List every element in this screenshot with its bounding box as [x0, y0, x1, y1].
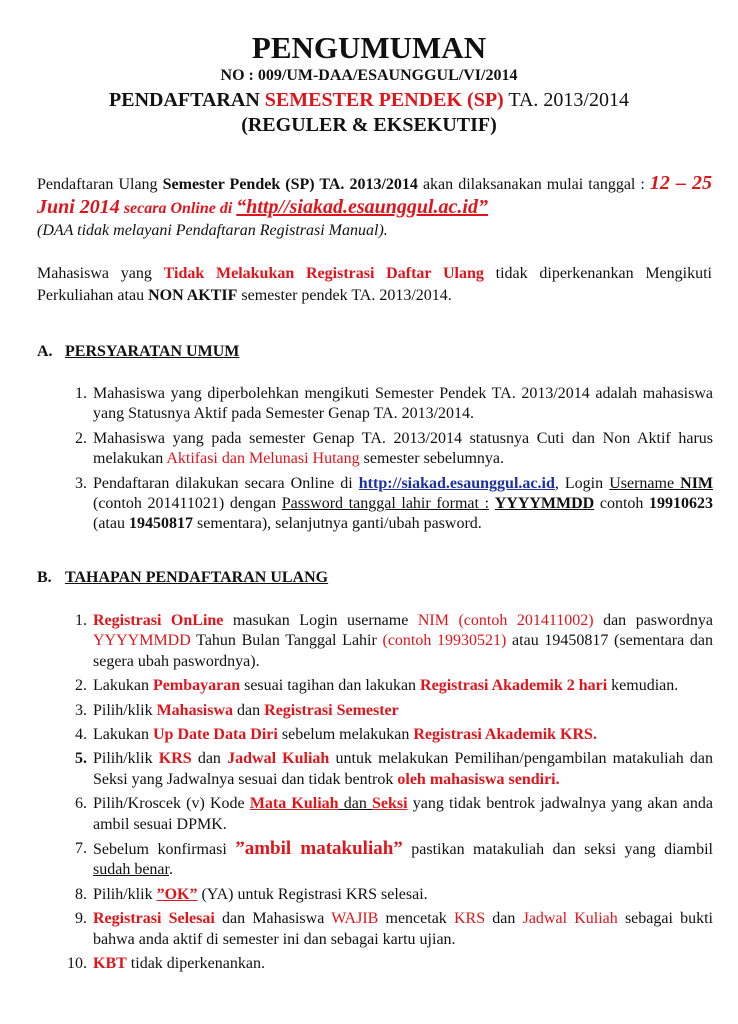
item-text: atau 19450817 (sementara dan segera ubah paswordnya).: [93, 632, 713, 670]
item-highlight: (contoh 19930521): [382, 632, 507, 650]
item-text: Lakukan: [93, 677, 153, 695]
item-text: dan: [191, 750, 228, 768]
item-text: Sebelum konfirmasi: [93, 841, 236, 859]
online-text: secara Online di: [119, 200, 237, 217]
intro-bold: Semester Pendek (SP) TA. 2013/2014: [162, 176, 418, 193]
item-highlight: Jadwal Kuliah: [227, 750, 330, 768]
item-highlight: YYYYMMDD: [93, 632, 191, 650]
subtitle-part-a: PENDAFTARAN: [109, 89, 265, 111]
item-text: pastikan matakuliah dan seksi yang diambil: [402, 841, 713, 859]
subtitle-highlight: SEMESTER PENDEK (SP): [264, 89, 504, 111]
item-highlight: WAJIB: [331, 910, 379, 928]
item-underline: sudah benar: [93, 861, 169, 879]
list-item: [65, 384, 713, 425]
page-title: PENGUMUMAN: [251, 30, 487, 65]
item-underline-bold: YYYYMMDD: [494, 495, 595, 513]
item-text: sesuai tagihan dan lakukan: [240, 677, 421, 695]
section-a-heading: [37, 343, 239, 361]
list-item: [65, 474, 713, 535]
warning-highlight: Tidak Melakukan Registrasi Daftar Ulang: [163, 265, 484, 282]
item-number: 6.: [75, 795, 87, 813]
item-text: dan paswordnya: [593, 612, 714, 629]
intro-text: akan dilaksanakan mulai tanggal :: [417, 176, 650, 193]
list-item: [65, 429, 713, 470]
item-highlight: oleh mahasiswa sendiri.: [397, 770, 560, 788]
item-text: yang tidak bentrok jadwalnya yang akan anda ambil sesuai DPMK.: [93, 795, 714, 833]
item-bold: 19450817: [128, 515, 193, 533]
list-item: [65, 794, 713, 835]
item-bold: 19910623: [649, 495, 714, 513]
subtitle-program: (REGULER & EKSEKUTIF): [241, 114, 497, 136]
item-text: Pendaftaran dilakukan secara Online di: [93, 474, 359, 492]
section-title: PERSYARATAN UMUM: [65, 343, 240, 360]
item-highlight: Pembayaran: [152, 677, 241, 695]
item-number: 5.: [75, 750, 87, 768]
warning-paragraph: [37, 263, 712, 307]
subtitle: [0, 88, 738, 112]
item-text: , Login: [554, 474, 610, 492]
item-number: 4.: [75, 726, 87, 744]
item-highlight: KRS: [453, 910, 486, 928]
list-item: [65, 909, 713, 950]
item-text: sebagai bukti bahwa anda aktif di semester ini dan sebagai kartu ujian.: [93, 910, 714, 948]
list-item: [65, 839, 713, 881]
item-number: 3.: [75, 701, 87, 719]
document-number: NO : 009/UM-DAA/ESAUNGGUL/VI/2014: [220, 67, 518, 84]
list-item: [65, 885, 713, 905]
item-text: untuk melakukan Pemilihan/pengambilan matakuliah dan Seksi yang Jadwalnya sesuai dan tidak bentrok: [93, 750, 714, 788]
item-text: contoh: [594, 495, 650, 513]
item-number: 1.: [75, 612, 87, 629]
item-text: Pilih/Kroscek (v) Kode: [93, 795, 250, 813]
item-text: tidak diperkenankan.: [126, 955, 265, 973]
item-text: .: [168, 861, 173, 879]
item-highlight: Registrasi Selesai: [93, 910, 215, 928]
list-item: [65, 701, 713, 721]
item-text: Pilih/klik: [93, 750, 159, 768]
item-text: (contoh 201411021) dengan: [93, 495, 282, 513]
item-text: Pilih/klik: [93, 885, 157, 903]
item-number: 1.: [75, 385, 87, 402]
intro-note: (DAA tidak melayani Pendaftaran Registrasi Manual).: [37, 222, 388, 239]
item-text: Tahun Bulan Tanggal Lahir: [190, 632, 383, 650]
intro-text: Pendaftaran Ulang: [37, 176, 163, 193]
item-highlight: KRS: [158, 750, 192, 768]
list-item: [65, 611, 713, 672]
intro-paragraph: [37, 172, 712, 242]
item-highlight: Registrasi Semester: [264, 701, 399, 719]
item-highlight: KBT: [93, 955, 127, 973]
item-underline-bold: NIM: [680, 474, 714, 492]
item-highlight: NIM (contoh 201411002): [417, 612, 594, 629]
list-item: [65, 749, 713, 790]
item-text: masukan Login username: [223, 612, 418, 629]
item-highlight: Seksi: [372, 795, 408, 813]
item-number: 8.: [75, 885, 87, 903]
item-highlight: Registrasi Akademik KRS.: [413, 726, 597, 744]
section-label: B.: [37, 569, 52, 586]
item-number: 3.: [75, 474, 87, 492]
item-text: Mahasiswa yang pada semester Genap TA. 2013/2014 statusnya Cuti dan Non Aktif harus melakukan: [93, 429, 713, 468]
item-text: dan Mahasiswa: [214, 910, 332, 928]
item-number: 9.: [75, 910, 87, 928]
item-text: kemudian.: [607, 677, 679, 695]
warning-bold: NON AKTIF: [148, 287, 238, 304]
item-number: 10.: [67, 955, 87, 973]
item-text: dan: [338, 795, 373, 813]
item-text: sebelum melakukan: [277, 726, 414, 744]
warning-text: semester pendek TA. 2013/2014.: [237, 287, 452, 304]
item-text: semester sebelumnya.: [359, 450, 505, 468]
warning-text: Mahasiswa yang: [37, 265, 164, 282]
item-text: (atau: [93, 515, 129, 533]
subtitle-part-b: TA. 2013/2014: [503, 89, 629, 111]
section-label: A.: [37, 343, 53, 360]
item-number: 2.: [75, 677, 87, 695]
item-text: Pilih/klik: [93, 701, 157, 719]
list-item: [65, 725, 713, 745]
warning-text: tidak diperkenankan Mengikuti Perkuliahan atau: [37, 265, 712, 304]
list-item: [65, 676, 713, 696]
steps-list: [65, 611, 713, 979]
item-highlight: Registrasi Akademik 2 hari: [420, 677, 608, 695]
item-text: (YA) untuk Registrasi KRS selesai.: [197, 885, 428, 903]
item-number: 2.: [75, 429, 87, 447]
item-highlight: Jadwal Kuliah: [522, 910, 618, 928]
section-b-heading: [37, 569, 328, 587]
siakad-url-link[interactable]: http://siakad.esaunggul.ac.id: [358, 474, 555, 492]
item-underline: Username: [609, 474, 681, 492]
item-highlight: ”ambil matakuliah”: [235, 838, 403, 860]
item-highlight: Registrasi OnLine: [93, 612, 224, 629]
item-text: mencetak: [378, 910, 454, 928]
item-text: Lakukan: [93, 726, 153, 744]
item-number: 7.: [75, 840, 87, 858]
item-highlight: Mahasiswa: [156, 701, 234, 719]
item-text: dan: [233, 701, 265, 719]
item-text: dan: [485, 910, 523, 928]
section-title: TAHAPAN PENDAFTARAN ULANG: [65, 569, 329, 586]
item-highlight: Mata Kuliah: [249, 795, 339, 813]
registration-dates: 12 – 25 Juni 2014: [37, 172, 713, 218]
item-text: Mahasiswa yang diperbolehkan mengikuti Semester Pendek TA. 2013/2014 adalah mahasiswa yang Statusnya Aktif pada Semester Genap TA. 2013/2014.: [93, 385, 713, 423]
list-item: [65, 954, 713, 974]
requirements-list: [65, 384, 713, 539]
item-text: sementara), selanjutnya ganti/ubah pasword.: [192, 515, 482, 533]
item-highlight: ”OK”: [156, 885, 198, 903]
item-highlight: Aktifasi dan Melunasi Hutang: [166, 450, 360, 468]
siakad-link[interactable]: “http//siakad.esaunggul.ac.id”: [236, 196, 488, 218]
item-highlight: Up Date Data Diri: [152, 726, 278, 744]
item-underline: Password tanggal lahir format :: [281, 495, 490, 513]
